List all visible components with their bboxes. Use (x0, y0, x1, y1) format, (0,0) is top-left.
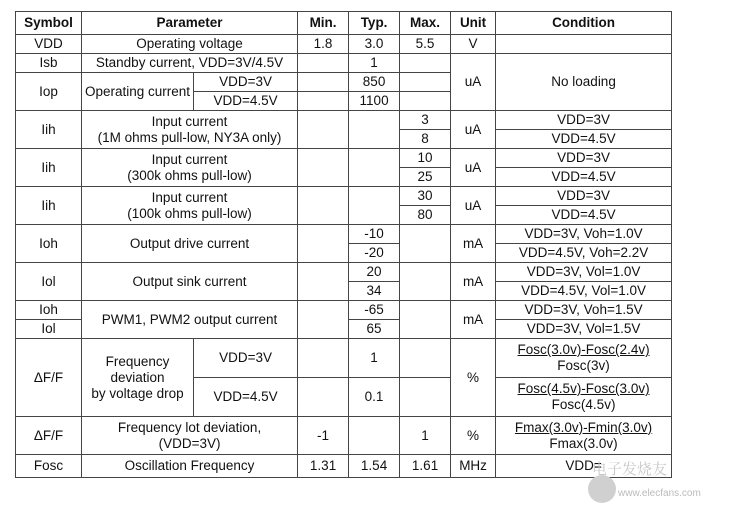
cell-parameter: PWM1, PWM2 output current (82, 301, 298, 339)
cell-min: 1.8 (298, 35, 349, 54)
cell-typ: 1100 (349, 92, 400, 111)
param-line: (VDD=3V) (158, 435, 221, 451)
cell-min (298, 92, 349, 111)
cell-parameter: Oscillation Frequency (82, 455, 298, 478)
table-row (16, 301, 672, 320)
watermark-text: 电子发烧友 (592, 460, 668, 478)
cell-max (400, 73, 451, 92)
cell-min (298, 301, 349, 339)
cell-condition (496, 35, 672, 54)
header-unit: Unit (451, 12, 496, 35)
cell-condition (496, 339, 672, 378)
cell-condition: VDD=4.5V (496, 130, 672, 149)
param-line: by voltage drop (91, 385, 184, 401)
cell-condition: VDD=4.5V, Vol=1.0V (496, 282, 672, 301)
cell-typ (349, 149, 400, 187)
cell-condition: VDD=4.5V (496, 206, 672, 225)
cell-condition: VDD=4.5V, Voh=2.2V (496, 244, 672, 263)
cell-unit: mA (451, 225, 496, 263)
formula-denominator: Fosc(4.5v) (551, 397, 616, 412)
param-line: Frequency (105, 353, 170, 369)
cell-condition: VDD=3V, Vol=1.5V (496, 320, 672, 339)
header-symbol: Symbol (16, 12, 82, 35)
cell-parameter (82, 417, 298, 455)
cell-symbol: Iol (16, 320, 82, 339)
cell-typ: 0.1 (349, 378, 400, 417)
cell-typ: -10 (349, 225, 400, 244)
cell-max: 30 (400, 187, 451, 206)
cell-max: 1 (400, 417, 451, 455)
cell-max (400, 225, 451, 263)
table-row (16, 263, 672, 282)
cell-max: 3 (400, 111, 451, 130)
param-line: (1M ohms pull-low, NY3A only) (97, 129, 282, 145)
cell-min (298, 339, 349, 378)
cell-typ (349, 417, 400, 455)
cell-typ: 3.0 (349, 35, 400, 54)
cell-min (298, 263, 349, 301)
table-row (16, 187, 672, 206)
formula-numerator: Fosc(3.0v)-Fosc(2.4v) (517, 342, 650, 357)
cell-max (400, 263, 451, 301)
table-row (16, 111, 672, 130)
cell-max (400, 339, 451, 378)
cell-max: 8 (400, 130, 451, 149)
cell-symbol: Iih (16, 187, 82, 225)
cell-unit: % (451, 339, 496, 417)
header-parameter: Parameter (82, 12, 298, 35)
cell-condition: VDD=3V, Voh=1.5V (496, 301, 672, 320)
cell-max (400, 54, 451, 73)
spec-table (15, 11, 672, 478)
formula-denominator: Fosc(3v) (557, 358, 610, 373)
param-line: (300k ohms pull-low) (127, 167, 252, 183)
param-line: Input current (151, 189, 228, 205)
param-line: Input current (151, 113, 228, 129)
param-line: Input current (151, 151, 228, 167)
cell-condition (496, 378, 672, 417)
table-row (16, 339, 672, 378)
cell-min (298, 111, 349, 149)
cell-max: 80 (400, 206, 451, 225)
param-line: Frequency lot deviation, (117, 419, 262, 435)
cell-symbol: Iih (16, 149, 82, 187)
cell-max: 25 (400, 168, 451, 187)
table-row (16, 455, 672, 478)
formula-numerator: Fosc(4.5v)-Fosc(3.0v) (517, 381, 650, 396)
cell-symbol: Iol (16, 263, 82, 301)
cell-symbol: Iop (16, 73, 82, 111)
cell-typ: 850 (349, 73, 400, 92)
cell-unit: uA (451, 187, 496, 225)
cell-max (400, 378, 451, 417)
table-row (16, 417, 672, 455)
cell-parameter: Operating voltage (82, 35, 298, 54)
cell-parameter: Standby current, VDD=3V/4.5V (82, 54, 298, 73)
cell-min (298, 73, 349, 92)
watermark-url: www.elecfans.com (618, 488, 701, 499)
cell-min: 1.31 (298, 455, 349, 478)
cell-typ (349, 111, 400, 149)
cell-unit: uA (451, 149, 496, 187)
cell-condition: VDD=3V, Vol=1.0V (496, 263, 672, 282)
cell-min (298, 149, 349, 187)
watermark-logo-icon (588, 475, 616, 503)
cell-symbol: Ioh (16, 225, 82, 263)
header-typ: Typ. (349, 12, 400, 35)
cell-min: -1 (298, 417, 349, 455)
cell-subcondition: VDD=4.5V (194, 92, 298, 111)
cell-min (298, 187, 349, 225)
cell-max (400, 301, 451, 339)
param-line: deviation (110, 369, 165, 385)
cell-typ: -65 (349, 301, 400, 320)
cell-condition: VDD=4.5V (496, 168, 672, 187)
cell-typ: 1 (349, 339, 400, 378)
cell-parameter: Operating current (82, 73, 194, 111)
cell-parameter (82, 111, 298, 149)
cell-max: 10 (400, 149, 451, 168)
cell-max: 1.61 (400, 455, 451, 478)
table-row (16, 35, 672, 54)
cell-min (298, 378, 349, 417)
cell-unit: MHz (451, 455, 496, 478)
cell-typ: 34 (349, 282, 400, 301)
formula-numerator: Fmax(3.0v)-Fmin(3.0v) (514, 419, 653, 435)
cell-condition: VDD=3V (496, 187, 672, 206)
cell-symbol: Iih (16, 111, 82, 149)
cell-unit: mA (451, 263, 496, 301)
cell-symbol: VDD (16, 35, 82, 54)
cell-max (400, 92, 451, 111)
cell-unit: uA (451, 111, 496, 149)
cell-condition: VDD=3V (496, 111, 672, 130)
header-condition: Condition (496, 12, 672, 35)
cell-parameter (82, 187, 298, 225)
cell-min (298, 54, 349, 73)
table-row (16, 54, 672, 73)
param-line: (100k ohms pull-low) (127, 205, 252, 221)
cell-typ: 1 (349, 54, 400, 73)
cell-symbol: Isb (16, 54, 82, 73)
cell-max: 5.5 (400, 35, 451, 54)
table-row (16, 225, 672, 244)
cell-typ: 65 (349, 320, 400, 339)
header-row (16, 12, 672, 35)
cell-unit: % (451, 417, 496, 455)
cell-unit: uA (451, 54, 496, 111)
cell-symbol: ΔF/F (16, 417, 82, 455)
cell-parameter: Output sink current (82, 263, 298, 301)
cell-parameter (82, 339, 194, 417)
cell-min (298, 225, 349, 263)
cell-condition: VDD=3V (496, 149, 672, 168)
cell-condition: VDD= (496, 455, 672, 478)
cell-unit: mA (451, 301, 496, 339)
formula-denominator: Fmax(3.0v) (549, 435, 618, 451)
cell-symbol: Ioh (16, 301, 82, 320)
cell-typ: -20 (349, 244, 400, 263)
cell-condition: VDD=3V, Voh=1.0V (496, 225, 672, 244)
cell-typ: 20 (349, 263, 400, 282)
cell-condition: No loading (496, 54, 672, 111)
cell-subcondition: VDD=3V (194, 339, 298, 378)
header-min: Min. (298, 12, 349, 35)
header-max: Max. (400, 12, 451, 35)
cell-typ: 1.54 (349, 455, 400, 478)
cell-typ (349, 187, 400, 225)
cell-condition (496, 417, 672, 455)
cell-subcondition: VDD=4.5V (194, 378, 298, 417)
cell-symbol: Fosc (16, 455, 82, 478)
cell-unit: V (451, 35, 496, 54)
cell-symbol: ΔF/F (16, 339, 82, 417)
table-row (16, 149, 672, 168)
cell-parameter: Output drive current (82, 225, 298, 263)
cell-parameter (82, 149, 298, 187)
cell-subcondition: VDD=3V (194, 73, 298, 92)
